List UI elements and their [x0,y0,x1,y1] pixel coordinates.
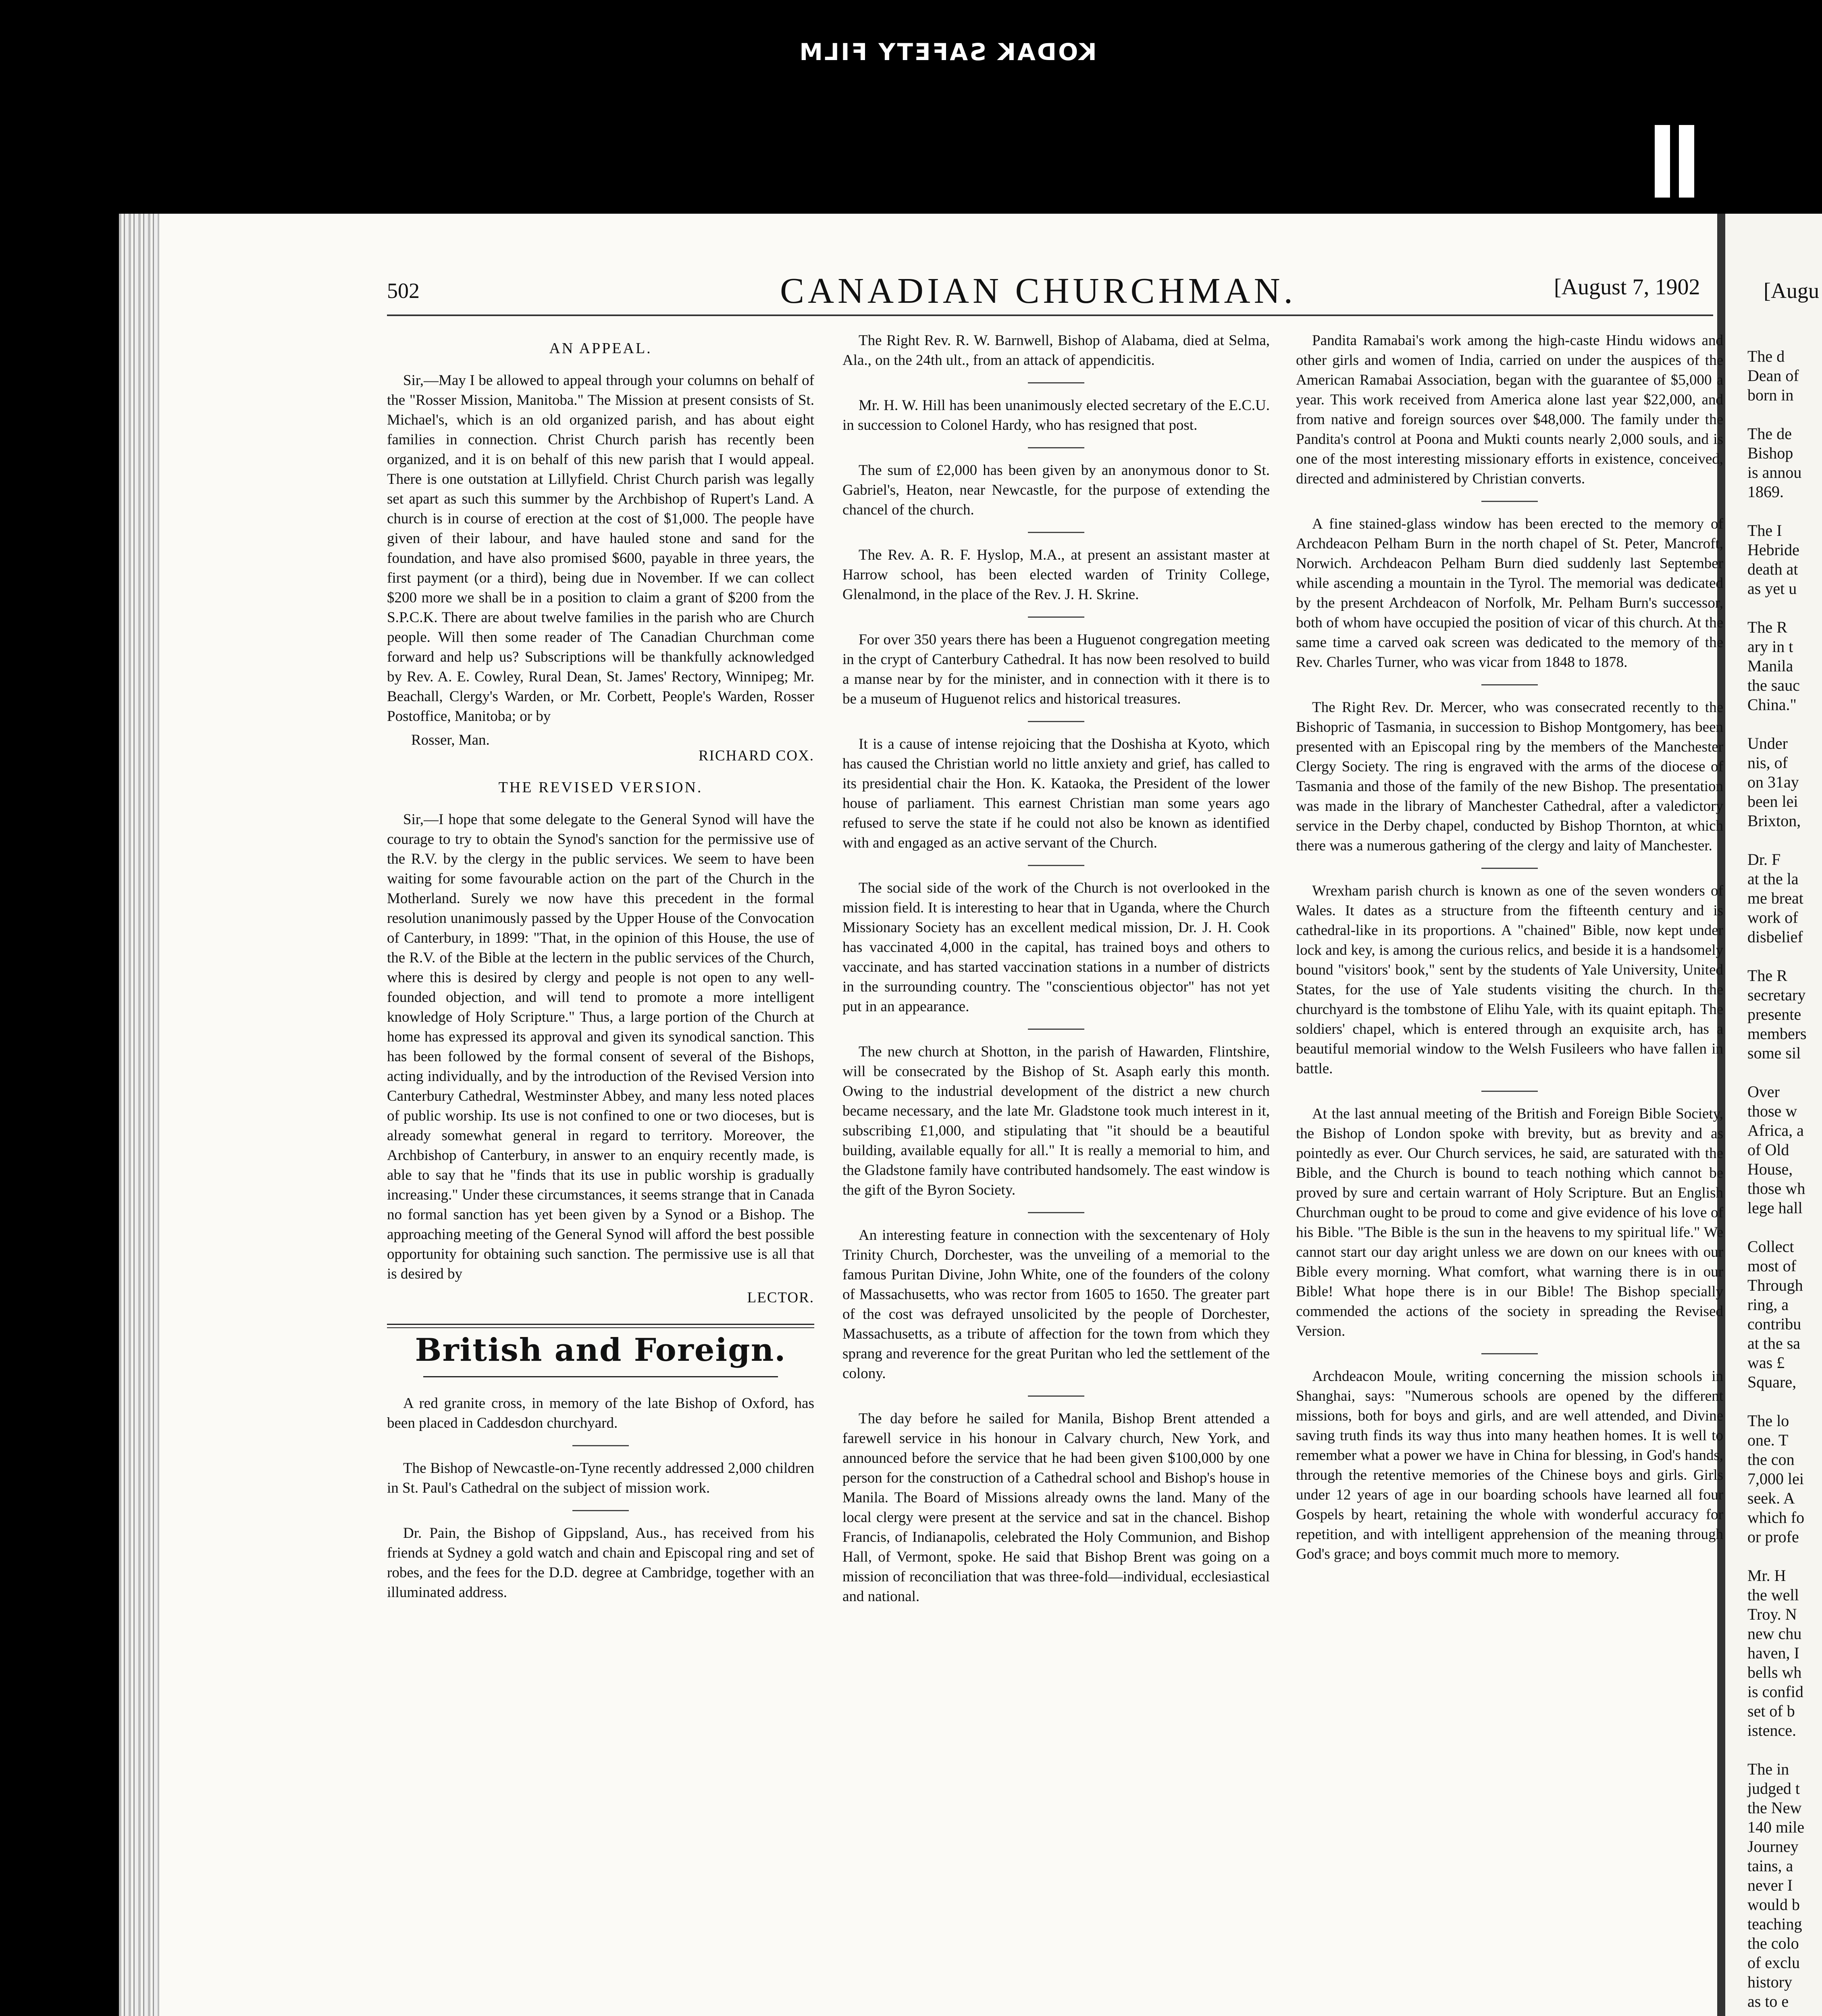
facing-page-line: the con [1747,1450,1795,1468]
facing-page-line: The I [1747,521,1782,539]
news-item: An interesting feature in connection with the sexcentenary of Holy Trinity Church, Dorchester, was the unveiling of a memorial to the famous Puritan Divine, John White, one of the founders of the colony of Massachusetts, who was rector from 1605 to 1650. The greater part of the cost was defrayed unsolicited by the people of Dorchester, Massachusetts, as a tribute of affection for the town from which they sprang and reverence for the great Puritan who led the settlement of the colony. [842,1227,1270,1382]
item-separator [1028,532,1084,533]
facing-page-line: teaching [1747,1915,1802,1933]
page-binding-edge [119,214,159,2016]
revised-version-letter: Sir,—I hope that some delegate to the General Synod will have the courage to try to obtain the Synod's sanction for the permissive use of the R.V. by the clergy in the public services. We seem to have been waiting for some favourable action on the part of the Church in the Motherland. Surely we now have this precedent in the formal resolution unanimously passed by the Upper House of the Convocation of Canterbury, in 1899: "That, in the opinion of this House, the use of the R.V. of the Bible at the lectern in the public services of the Church, where this is desired by clergy and people is not open to any well-founded objection, and will tend to promote a more intelligent knowledge of Holy Scripture." Thus, a large portion of the Church at home has expressed its approval and given its synodical sanction. This has been followed by the formal consent of several of the Bishops, acting individually, and by the introduction of the Revised Version into Canterbury Cathedral, Westminster Abbey, and many less noted places of public worship. Its use is not confined to one or two dioceses, but is already somewhat general in regard to territory. Moreover, the Archbishop of Canterbury, in answer to an enquiry recently made, is able to say that he "finds that its use in public worship is gradually increasing." Under these circumstances, it seems strange that in Canada no formal sanction has yet been given by a Synod or a Bishop. The approaching meeting of the General Synod will afford the best possible opportunity for obtaining such sanction. The permissive use is all that is desired by [387,811,814,1282]
film-edge-banner: KODAK SAFETY FILM [798,38,1097,66]
facing-page-line: Square, [1747,1373,1797,1391]
facing-page-line: most of [1747,1257,1797,1275]
item-separator [1481,868,1538,869]
film-marker-bar [1679,125,1694,198]
facing-page-line: some sil [1747,1044,1801,1062]
news-item: Pandita Ramabai's work among the high-caste Hindu widows and other girls and women of India, carried on under the auspices of the American Ramabai Association, began with the guarantee of $5,000 a year. This work received from America alone last year $22,000, and from native and foreign sources over $48,000. The family under the Pandita's control at Poona and Mukti counts nearly 2,000 souls, and is one of the most interesting missionary efforts in existence, conceived, directed and administered by Christian converts. [1296,332,1723,487]
facing-page-line: Mr. H [1747,1566,1786,1585]
facing-page-line: Troy. N [1747,1605,1797,1623]
facing-page-line: Dean of [1747,367,1799,385]
section-title-rule [423,1376,778,1377]
facing-page-line: Through [1747,1276,1803,1294]
item-separator [1028,1029,1084,1030]
facing-page-line: the well [1747,1586,1799,1604]
appeal-heading: AN APPEAL. [549,340,652,357]
item-separator [1028,616,1084,618]
facing-page-line: at the sa [1747,1334,1801,1352]
facing-page-line: or profe [1747,1528,1799,1546]
facing-page-line: The d [1747,347,1785,365]
item-separator [1481,1353,1538,1354]
item-separator [1028,447,1084,448]
news-item: The social side of the work of the Church is not overlooked in the mission field. It is interesting to hear that in Uganda, where the Church Missionary Society has an excellent medical mission, Dr. J. H. Cook has vaccinated 4,000 in the capital, has trained boys and others to vaccinate, and has started vaccination stations in a number of districts in the surrounding country. The "conscientious objector" has not yet put in an appearance. [842,880,1270,1015]
item-separator [1028,1395,1084,1397]
news-item: The sum of £2,000 has been given by an anonymous donor to St. Gabriel's, Heaton, near Newcastle, for the purpose of extending the chancel of the church. [842,462,1270,518]
facing-page-line: Under [1747,734,1788,752]
news-item: Archdeacon Moule, writing concerning the mission schools in Shanghai, says: "Numerous schools are opened by the different missions, both for boys and girls, and are well attended, and Divine saving truth finds its way thus into many heathen homes. It is well to remember what a power we have in China for blessing, in God's hands, through the retentive memories of the Chinese boys and girls. Girls under 12 years of age in our boarding schools have learned all four Gospels by heart, retaining the whole with wonderful accuracy for repetition, and with intelligent apprehension of the meaning through God's grace; and boys commit much more to memory. [1296,1368,1723,1562]
facing-page-line: Over [1747,1083,1780,1101]
column-3 [1296,331,1723,1576]
facing-page-edge [1725,214,1822,2016]
facing-page-line: Africa, a [1747,1121,1804,1139]
facing-page-line: death at [1747,560,1798,578]
facing-page-line: never I [1747,1876,1793,1894]
appeal-signature: RICHARD COX. [698,748,814,764]
facing-page-line: set of b [1747,1702,1795,1720]
facing-page-line: The lo [1747,1412,1789,1430]
issue-date: [August 7, 1902 [1554,275,1700,300]
item-separator [1481,1091,1538,1092]
section-title: British and Foreign. [415,1332,786,1368]
facing-page-line: work of [1747,908,1798,927]
news-item: Dr. Pain, the Bishop of Gippsland, Aus., has received from his friends at Sydney a gold watch and chain and Episcopal ring and set of robes, and the fees for the D.D. degree at Cambridge, together with an illuminated address. [387,1525,814,1601]
facing-page-line: born in [1747,386,1794,404]
facing-page-line: new chu [1747,1624,1802,1643]
facing-page-line: which fo [1747,1508,1805,1527]
facing-page-line: Dr. F [1747,850,1781,868]
facing-page-line: disbelief [1747,928,1803,946]
facing-page-line: one. T [1747,1431,1789,1449]
revised-version-signature: LECTOR. [747,1289,814,1306]
news-item: The Bishop of Newcastle-on-Tyne recently addressed 2,000 children in St. Paul's Cathedral on the subject of mission work. [387,1460,814,1496]
facing-page-line: bells wh [1747,1663,1802,1681]
news-item: For over 350 years there has been a Huguenot congregation meeting in the crypt of Canterbury Cathedral. It has now been resolved to build a manse near by for the minister, and in connection with it there is to be a museum of Huguenot relics and historical treasures. [842,631,1270,707]
item-separator [1481,501,1538,502]
page-header [119,262,1725,310]
facing-page-line: is annou [1747,463,1802,481]
facing-page-line: Collect [1747,1237,1794,1256]
header-rule [387,314,1713,316]
column-1 [387,331,814,1614]
appeal-place: Rosser, Man. [411,732,490,748]
facing-page-line: istence. [1747,1721,1797,1739]
facing-page-line: judged t [1747,1779,1800,1797]
news-item: Wrexham parish church is known as one of the seven wonders of Wales. It dates as a structure from the fifteenth century and is cathedral-like in its proportions. A "chained" Bible, now kept under lock and key, is among the curious relics, and beside it is a handsomely bound "visitors' book," sent by the students of Yale University, United States, for the use of Yale students visiting the church. In the churchyard is the tombstone of Elihu Yale, with its quaint epitaph. The soldiers' chapel, which is entered through an exquisite arch, has a beautiful memorial window to the Welsh Fusileers who have fallen in battle. [1296,883,1723,1077]
item-separator [572,1445,629,1446]
facing-page-line: ring, a [1747,1295,1789,1314]
facing-page-line: the New [1747,1799,1802,1817]
facing-page-line: the sauc [1747,676,1800,694]
page-number: 502 [387,279,420,303]
facing-page-line: House, [1747,1160,1793,1178]
news-item: A red granite cross, in memory of the late Bishop of Oxford, has been placed in Caddesdon churchyard. [387,1395,814,1431]
facing-page-line: Hebride [1747,541,1799,559]
facing-page-line: 1869. [1747,483,1784,501]
facing-page-line: The de [1747,425,1792,443]
item-separator [1028,1212,1084,1213]
item-separator [1028,721,1084,722]
facing-page-line: as yet u [1747,579,1797,598]
facing-page-line: The R [1747,966,1787,985]
news-item: The new church at Shotton, in the parish of Hawarden, Flintshire, will be consecrated by the Bishop of St. Asaph early this month. Owing to the industrial development of the district a new church became necessary, and the late Mr. Gladstone took much interest in it, subscribing £1,000, and stipulating that "it should be a beautiful building, available equally for all." It is really a memorial to him, and the Gladstone family have contributed handsomely. The east window is the gift of the Byron Society. [842,1043,1270,1198]
facing-page-line: of Old [1747,1141,1789,1159]
news-item: The Rev. A. R. F. Hyslop, M.A., at present an assistant master at Harrow school, has been elected warden of Trinity College, Glenalmond, in the place of the Rev. J. H. Skrine. [842,547,1270,603]
column-2 [842,331,1270,1618]
facing-page-line: nis, of [1747,754,1788,772]
news-item: At the last annual meeting of the British and Foreign Bible Society, the Bishop of London spoke with brevity, but as brevity and as pointedly as ever. Our Church services, he said, are saturated with the Bible, and the Church is bound to teach nothing which cannot be proved by sure and certain warrant of Holy Scripture. But an English Churchman ought to be proud to come and give evidence of his love of his Bible. "The Bible is the sun in the heavens to my spiritual life." We cannot start our day aright unless we are down on our knees with our Bible every morning. What comfort, what warning there is in our Bible! What hope there is in our Bible! The Bishop specially commended the actions of the society in spreading the Revised Version. [1296,1106,1723,1339]
revised-version-heading: THE REVISED VERSION. [498,779,703,796]
facing-page-line: is confid [1747,1683,1803,1701]
facing-page-line: 7,000 lei [1747,1470,1804,1488]
news-item: Mr. H. W. Hill has been unanimously elected secretary of the E.C.U. in succession to Colonel Hardy, who has resigned that post. [842,397,1270,433]
news-item: The Right Rev. Dr. Mercer, who was consecrated recently to the Bishopric of Tasmania, in succession to Bishop Montgomery, has been presented with an Episcopal ring by the members of the Manchester Clergy Society. The ring is engraved with the arms of the diocese of Tasmania and those of the family of the new Bishop. The presentation was made in the library of Manchester Cathedral, after a valedictory service in the Derby chapel, conducted by Bishop Thornton, at which there was a numerous gathering of the clergy and laity of Manchester. [1296,699,1723,854]
facing-page-line: at the la [1747,870,1799,888]
masthead: CANADIAN CHURCHMAN. [780,271,1297,311]
facing-page-line: contribu [1747,1315,1801,1333]
film-marker-bar [1655,125,1670,198]
facing-page-line: of exclu [1747,1954,1800,1972]
facing-page-line: 140 mile [1747,1818,1805,1836]
section-rule [387,1324,814,1328]
facing-page-line: was £ [1747,1354,1785,1372]
facing-page-line: haven, I [1747,1644,1799,1662]
item-separator [1028,865,1084,866]
news-item: A fine stained-glass window has been erected to the memory of Archdeacon Pelham Burn in the north chapel of St. Peter, Mancroft, Norwich. Archdeacon Pelham Burn died suddenly last September while ascending a mountain in the Tyrol. The memorial was dedicated by the present Archdeacon of Norfolk, Mr. Pelham Burn's successor, both of whom have occupied the position of vicar of this church. At the same time a carved oak screen was dedicated to the memory of the Rev. Charles Turner, who was vicar from 1848 to 1878. [1296,516,1723,671]
news-item: The Right Rev. R. W. Barnwell, Bishop of Alabama, died at Selma, Ala., on the 24th ult., from an attack of appendicitis. [842,332,1270,369]
facing-page-line: secretary [1747,986,1806,1004]
facing-page-line: on 31ay [1747,773,1799,791]
facing-page-line: would b [1747,1895,1800,1914]
facing-page-header: [Augu [1764,279,1819,303]
news-item: It is a cause of intense rejoicing that the Doshisha at Kyoto, which has caused the Christian world no little anxiety and grief, has called to its presidential chair the Hon. K. Kataoka, the President of the lower house of parliament. This earnest Christian man some years ago refused to serve the state if he could not also be known as identified with and engaged as an active servant of the Church. [842,736,1270,851]
facing-page-line: Brixton, [1747,812,1801,830]
facing-page-line: Journey [1747,1837,1799,1856]
facing-page-line: The in [1747,1760,1789,1778]
newspaper-page [119,214,1725,2016]
facing-page-line: presente [1747,1005,1801,1023]
facing-page-line: members [1747,1025,1807,1043]
facing-page-line: China." [1747,696,1797,714]
item-separator [1481,684,1538,685]
facing-page-line: those w [1747,1102,1797,1120]
facing-page-line: me breat [1747,889,1803,907]
facing-page-line: been lei [1747,792,1798,810]
facing-page-line: The R [1747,618,1787,636]
facing-page-line: Manila [1747,657,1793,675]
facing-page-line: lege hall [1747,1199,1803,1217]
facing-page-line: ary in t [1747,637,1793,656]
facing-page-line: tains, a [1747,1857,1793,1875]
facing-page-line: the colo [1747,1934,1799,1952]
facing-page-line: those wh [1747,1179,1805,1198]
facing-page-line: history [1747,1973,1793,1991]
facing-page-line: seek. A [1747,1489,1795,1507]
facing-page-line: as to e [1747,1992,1789,2010]
item-separator [572,1510,629,1511]
appeal-letter: Sir,—May I be allowed to appeal through your columns on behalf of the "Rosser Mission, Manitoba." The Mission at present consists of St. Michael's, which is an old organized parish, and has about eight families in connection. Christ Church parish has recently been organized, and it is on behalf of this new parish that I would appeal. There is one outstation at Lillyfield. Christ Church parish was legally set apart as such this summer by the Archbishop of Rupert's Land. A church is in course of erection at the cost of $1,000. The people have given of their labour, and have hauled stone and sand for the foundation, and have also promised $600, payable in three years, the first payment (or a third), being due in November. If we can collect $200 more we shall be in a position to claim a grant of $200 from the S.P.C.K. There are about twelve families in the parish who are Church people. Will then some reader of The Canadian Churchman come forward and help us? Subscriptions will be thankfully acknowledged by Rev. A. E. Cowley, Rural Dean, St. James' Rectory, Winnipeg; Mr. Beachall, Clergy's Warden, or Mr. Corbett, People's Warden, Rosser Postoffice, Manitoba; or by [387,372,814,725]
facing-page-line: Bishop [1747,444,1793,462]
news-item: The day before he sailed for Manila, Bishop Brent attended a farewell service in his honour in Calvary church, New York, and announced before the service that he had been given $100,000 by one person for the construction of a Cathedral school and Bishop's house in Manila. The Board of Missions already owns the land. Many of the local clergy were present at the service and sat in the chancel. Bishop Francis, of Indianapolis, celebrated the Holy Communion, and Bishop Hall, of Vermont, spoke. He said that Bishop Brent was going on a mission of reconciliation that was three-fold—individual, ecclesiastical and national. [842,1410,1270,1605]
item-separator [1028,382,1084,383]
